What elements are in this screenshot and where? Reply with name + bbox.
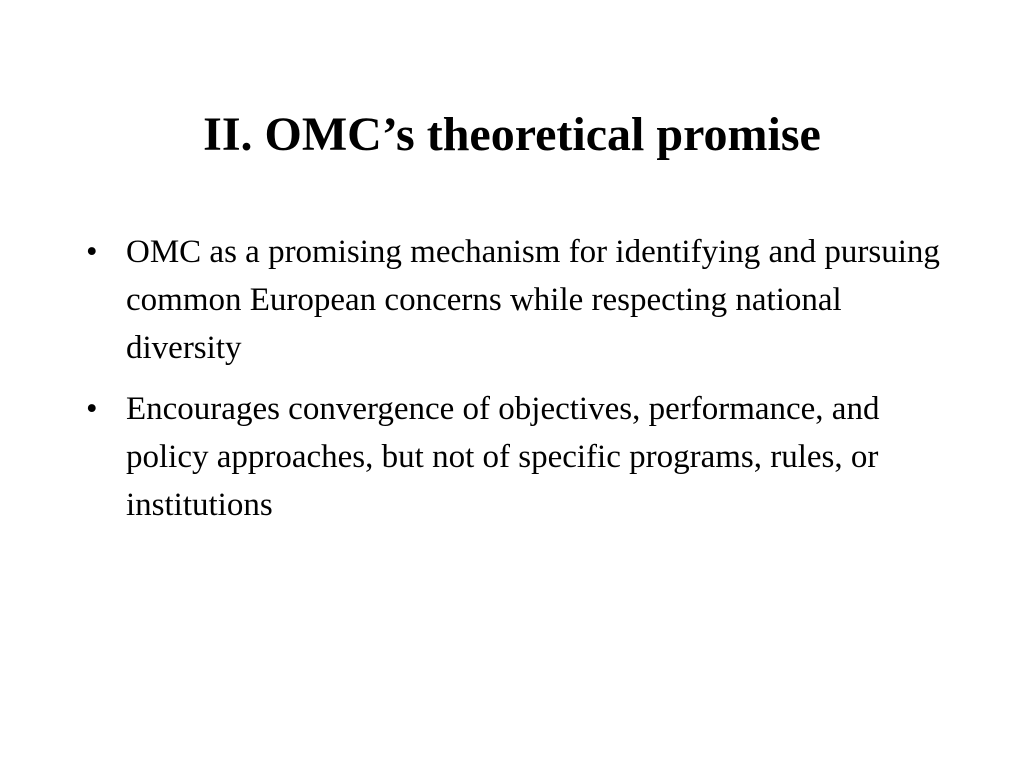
list-item xyxy=(86,385,946,529)
bullet-list xyxy=(86,228,946,542)
bullet-icon: • xyxy=(86,391,98,427)
list-item xyxy=(86,228,946,372)
slide-title: II. OMC’s theoretical promise xyxy=(203,108,821,161)
bullet-text: OMC as a promising mechanism for identifying and pursuing common European concerns while respecting national diversity xyxy=(126,234,940,366)
bullet-icon: • xyxy=(86,234,98,270)
bullet-text: Encourages convergence of objectives, performance, and policy approaches, but not of specific programs, rules, or institutions xyxy=(126,391,880,523)
